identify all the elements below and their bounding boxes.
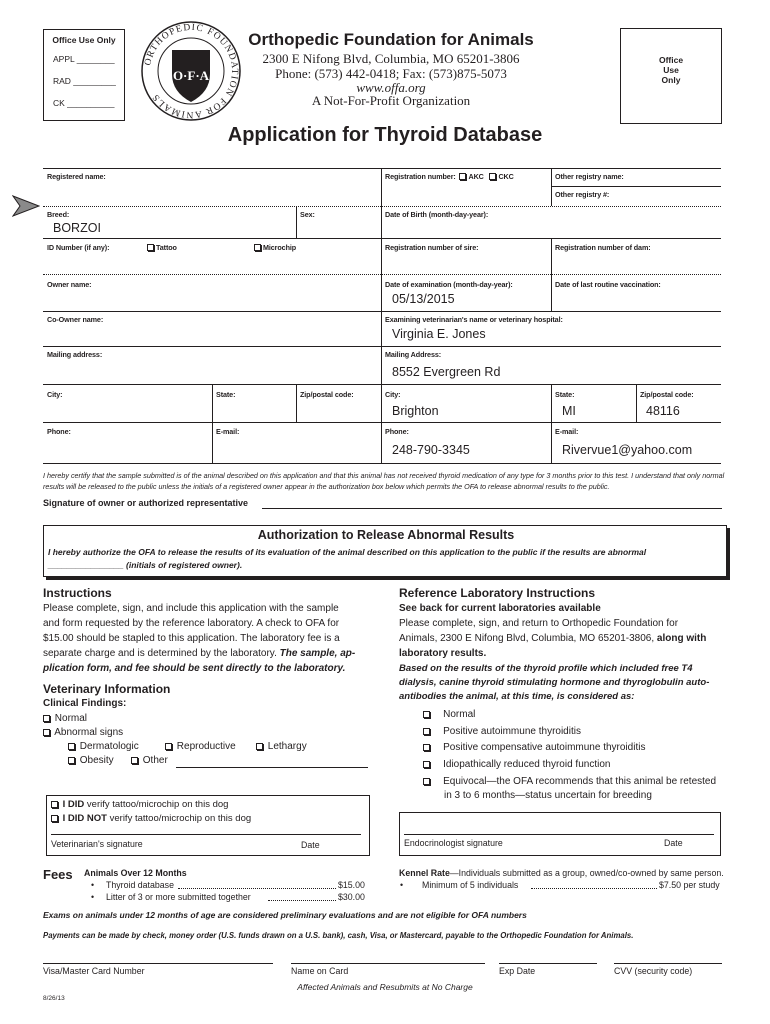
- grid-line: [636, 384, 637, 422]
- grid-line: [551, 384, 552, 463]
- other-registry-name-label: Other registry name:: [555, 172, 624, 181]
- endo-signature-line[interactable]: [404, 834, 714, 835]
- instructions-body: [43, 601, 383, 676]
- vet-address-value[interactable]: 8552 Evergreen Rd: [392, 365, 501, 379]
- fee-thyroid-label: Thyroid database: [106, 880, 174, 890]
- result-equivocal-checkbox[interactable]: [423, 778, 430, 785]
- examining-vet-label: Examining veterinarian's name or veterinary hospital:: [385, 315, 563, 324]
- i-did-not-text: verify tattoo/microchip on this dog: [109, 813, 252, 824]
- vet-phone-label: Phone:: [385, 427, 409, 436]
- lethargy-option[interactable]: [256, 741, 307, 752]
- grid-line: [212, 384, 213, 463]
- fee-litter-label: Litter of 3 or more submitted together: [106, 892, 251, 902]
- i-did-not-label: I DID NOT: [62, 813, 107, 824]
- grid-line: [43, 384, 721, 385]
- registration-number-field[interactable]: [385, 172, 514, 181]
- grid-line: [43, 311, 721, 312]
- grid-line: [43, 463, 721, 464]
- org-address: 2300 E Nifong Blvd, Columbia, MO 65201-3806: [262, 51, 520, 66]
- dam-registration-label: Registration number of dam:: [555, 243, 651, 252]
- grid-line: [551, 186, 721, 187]
- arrow-pointer-icon: [12, 195, 40, 217]
- result-compensative-label: Positive compensative autoimmune thyroiditis: [443, 742, 646, 753]
- endocrinologist-box: [399, 812, 721, 856]
- exp-date-label: Exp Date: [499, 966, 536, 976]
- vet-email-label: E-mail:: [555, 427, 579, 436]
- reference-lab-line: Animals, 2300 E Nifong Blvd, Columbia, MO 65201-3806,: [399, 633, 655, 644]
- office-use-word: Use: [663, 65, 679, 76]
- authorization-box: [43, 525, 727, 577]
- instructions-line: Please complete, sign, and include this application with the sample: [43, 603, 339, 614]
- result-positive-autoimmune-checkbox[interactable]: [423, 728, 430, 735]
- name-on-card-line[interactable]: [291, 963, 485, 964]
- based-line: dialysis, canine thyroid stimulating hormone and thyroglobulin auto-: [399, 677, 710, 688]
- office-use-title: Office Use Only: [52, 35, 116, 45]
- i-did-checkbox[interactable]: [51, 801, 58, 808]
- fee-kennel-price: $7.50 per study: [659, 880, 720, 890]
- instructions-emphasis: plication form, and fee should be sent directly to the laboratory.: [43, 663, 346, 674]
- ck-field[interactable]: CK __________: [53, 98, 115, 108]
- result-positive-autoimmune-label: Positive autoimmune thyroiditis: [443, 726, 581, 737]
- owner-state-label: State:: [216, 390, 236, 399]
- fee-kennel-label: Minimum of 5 individuals: [422, 880, 519, 890]
- tattoo-option[interactable]: [147, 243, 177, 252]
- id-number-label: ID Number (if any):: [47, 243, 110, 252]
- based-line: Based on the results of the thyroid profile which included free T4: [399, 663, 693, 674]
- leader-dots: [268, 900, 336, 901]
- tattoo-label: Tattoo: [156, 243, 177, 252]
- obesity-option[interactable]: [68, 755, 114, 766]
- owner-phone-label: Phone:: [47, 427, 71, 436]
- owner-signature-label: Signature of owner or authorized representative: [43, 498, 249, 508]
- result-equivocal-option[interactable]: [423, 776, 716, 787]
- org-website[interactable]: www.offa.org: [356, 80, 426, 95]
- org-tagline: A Not-For-Profit Organization: [311, 93, 471, 108]
- office-use-box-right: [620, 28, 722, 124]
- i-did-text: verify tattoo/microchip on this dog: [86, 799, 229, 810]
- vet-state-label: State:: [555, 390, 575, 399]
- vet-email-value[interactable]: Rivervue1@yahoo.com: [562, 443, 693, 457]
- reproductive-option[interactable]: [165, 741, 236, 752]
- normal-option[interactable]: [43, 713, 87, 724]
- akc-label: AKC: [468, 172, 484, 181]
- result-positive-autoimmune-option[interactable]: [423, 726, 581, 737]
- fee-thyroid-price: $15.00: [338, 880, 365, 890]
- abnormal-label: Abnormal signs: [54, 727, 124, 738]
- obesity-label: Obesity: [79, 755, 114, 766]
- lethargy-label: Lethargy: [267, 741, 307, 752]
- breed-value[interactable]: BORZOI: [53, 221, 101, 235]
- cvv-line[interactable]: [614, 963, 722, 964]
- grid-line: [43, 422, 721, 423]
- normal-checkbox[interactable]: [43, 715, 50, 722]
- ckc-checkbox[interactable]: [489, 173, 496, 180]
- grid-line: [551, 238, 552, 311]
- seal-center-text: O·F·A: [172, 68, 210, 83]
- vet-signature-label: Veterinarian's signature: [51, 839, 143, 849]
- grid-line: [381, 168, 382, 463]
- based-on-results-text: [399, 662, 729, 704]
- vet-name-value[interactable]: Virginia E. Jones: [392, 327, 486, 341]
- seal-ring-text: ORTHOPEDIC FOUNDATION FOR ANIMALS: [143, 22, 240, 120]
- grid-line: [43, 274, 721, 275]
- sex-label: Sex:: [300, 210, 315, 219]
- affected-animals-note: Affected Animals and Resubmits at No Charge: [297, 982, 473, 992]
- vet-zip-value[interactable]: 48116: [646, 404, 680, 418]
- result-compensative-option[interactable]: [423, 742, 645, 753]
- fees-title: Fees: [43, 867, 73, 882]
- rad-field[interactable]: RAD _________: [53, 76, 116, 86]
- i-did-not-option[interactable]: [51, 813, 251, 824]
- leader-dots: [178, 888, 336, 889]
- grid-line: [43, 168, 721, 169]
- dermatologic-label: Dermatologic: [79, 741, 139, 752]
- exam-date-label: Date of examination (month-day-year):: [385, 280, 513, 289]
- instructions-title: Instructions: [43, 586, 112, 600]
- vet-signature-line[interactable]: [51, 834, 361, 835]
- reference-lab-line: See back for current laboratories available: [399, 603, 601, 614]
- vet-city-label: City:: [385, 390, 401, 399]
- i-did-option[interactable]: [51, 799, 228, 810]
- akc-checkbox[interactable]: [459, 173, 466, 180]
- org-phone-fax: Phone: (573) 442-0418; Fax: (573)875-5073: [275, 66, 507, 81]
- endo-signature-label: Endocrinologist signature: [404, 838, 503, 848]
- owner-city-label: City:: [47, 390, 63, 399]
- owner-initials-field[interactable]: ________________ (initials of registered owner).: [48, 560, 243, 570]
- result-normal-label: Normal: [443, 709, 476, 720]
- fee-litter-price: $30.00: [338, 892, 365, 902]
- ckc-label: CKC: [498, 172, 514, 181]
- vet-zip-label: Zip/postal code:: [640, 390, 694, 399]
- i-did-not-checkbox[interactable]: [51, 815, 58, 822]
- appl-field[interactable]: APPL ________: [53, 54, 115, 64]
- reference-lab-line: Please complete, sign, and return to Orthopedic Foundation for: [399, 618, 679, 629]
- instructions-line: $15.00 should be stapled to this application. The laboratory fee is a: [43, 633, 340, 644]
- authorization-title: Authorization to Release Abnormal Results: [257, 528, 515, 542]
- dermatologic-option[interactable]: [68, 741, 139, 752]
- leader-dots: [531, 888, 657, 889]
- grid-line: [296, 384, 297, 422]
- grid-line: [43, 346, 721, 347]
- revision-date: 8/26/13: [43, 995, 65, 1002]
- vet-state-value[interactable]: MI: [562, 404, 576, 418]
- verification-box: [46, 795, 370, 856]
- instructions-line: and form requested by the reference laboratory. A check to OFA for: [43, 618, 340, 629]
- card-number-line[interactable]: [43, 963, 273, 964]
- result-normal-checkbox[interactable]: [423, 711, 430, 718]
- authorization-statement: I hereby authorize the OFA to release the results of its evaluation of the animal described on this application to the public if the results are abnormal: [48, 547, 647, 557]
- instructions-emphasis: The sample, ap-: [279, 648, 356, 659]
- name-on-card-label: Name on Card: [291, 966, 349, 976]
- office-use-word: Only: [661, 75, 681, 86]
- owner-mailing-address-label: Mailing address:: [47, 350, 103, 359]
- office-use-word: Office: [658, 55, 684, 65]
- registered-name-label: Registered name:: [47, 172, 106, 181]
- other-checkbox[interactable]: [131, 757, 138, 764]
- org-name: Orthopedic Foundation for Animals: [248, 30, 534, 49]
- card-number-label: Visa/Master Card Number: [43, 966, 145, 976]
- lethargy-checkbox[interactable]: [256, 743, 263, 750]
- tattoo-checkbox[interactable]: [147, 244, 154, 251]
- reference-lab-body: [399, 601, 729, 661]
- owner-email-label: E-mail:: [216, 427, 240, 436]
- i-did-label: I DID: [62, 799, 85, 810]
- result-idiopathic-option[interactable]: [423, 759, 610, 770]
- kennel-rate-desc: —Individuals submitted as a group, owned/co-owned by same person.: [449, 868, 724, 878]
- vet-city-value[interactable]: Brighton: [392, 404, 439, 418]
- owner-signature-line[interactable]: [262, 508, 722, 509]
- owner-zip-label: Zip/postal code:: [300, 390, 354, 399]
- cvv-label: CVV (security code): [614, 966, 693, 976]
- kennel-rate-label: Kennel Rate: [399, 868, 450, 878]
- other-label: Other: [142, 755, 168, 766]
- sire-registration-label: Registration number of sire:: [385, 243, 479, 252]
- vet-phone-value[interactable]: 248-790-3345: [392, 443, 470, 457]
- reproductive-label: Reproductive: [176, 741, 236, 752]
- vet-date-label: Date: [301, 840, 320, 850]
- reference-lab-line: laboratory results.: [399, 648, 487, 659]
- microchip-label: Microchip: [263, 243, 297, 252]
- result-normal-option[interactable]: [423, 709, 475, 720]
- clinical-findings-label: Clinical Findings:: [43, 698, 127, 709]
- result-idiopathic-checkbox[interactable]: [423, 761, 430, 768]
- certification-text: I hereby certify that the sample submitted is of the animal described on this application and that this animal has not received thyroid medication of any type for 3 months prior to this test. I understand that only normal results will be released to the public unless the initials of a registered owner appear in the authorization box below which permits the OFA to release abnormal results to the public.: [43, 471, 725, 491]
- fee-bullet: •: [400, 880, 404, 890]
- grid-line: [43, 238, 721, 239]
- result-compensative-checkbox[interactable]: [423, 744, 430, 751]
- last-vaccination-label: Date of last routine vaccination:: [555, 280, 661, 289]
- dob-label: Date of Birth (month-day-year):: [385, 210, 489, 219]
- co-owner-label: Co-Owner name:: [47, 315, 104, 324]
- veterinary-info-title: Veterinary Information: [43, 682, 171, 696]
- form-title: Application for Thyroid Database: [227, 124, 543, 146]
- abnormal-option[interactable]: [43, 727, 123, 738]
- result-equivocal-label: Equivocal—the OFA recommends that this animal be retested: [443, 776, 717, 787]
- result-idiopathic-label: Idiopathically reduced thyroid function: [443, 759, 611, 770]
- kennel-rate-text: [399, 868, 724, 878]
- result-equivocal-label-cont: in 3 to 6 months—status uncertain for breeding: [444, 790, 652, 801]
- grid-line: [551, 168, 552, 206]
- owner-name-label: Owner name:: [47, 280, 92, 289]
- endo-date-label: Date: [664, 838, 683, 848]
- breed-label: Breed:: [47, 210, 70, 219]
- reference-lab-emphasis: along with: [656, 633, 707, 644]
- under-12-months-note: Exams on animals under 12 months of age are considered preliminary evaluations and are not eligible for OFA numbers: [43, 910, 527, 920]
- other-text-line[interactable]: [176, 767, 368, 768]
- reference-lab-title: Reference Laboratory Instructions: [399, 586, 596, 600]
- exam-date-value[interactable]: 05/13/2015: [392, 292, 455, 306]
- payment-note: Payments can be made by check, money order (U.S. funds drawn on a U.S. bank), cash, Visa, or Mastercard, payable to the Orthopedic Foundation for Animals.: [43, 931, 634, 940]
- microchip-checkbox[interactable]: [254, 244, 261, 251]
- abnormal-checkbox[interactable]: [43, 729, 50, 736]
- obesity-checkbox[interactable]: [68, 757, 75, 764]
- vet-mailing-address-label: Mailing Address:: [385, 350, 442, 359]
- grid-line: [296, 206, 297, 238]
- fee-bullet: •: [91, 892, 95, 902]
- registration-number-label: Registration number:: [385, 172, 456, 181]
- based-line: antibodies the animal, at this time, is considered as:: [399, 691, 635, 702]
- fee-bullet: •: [91, 880, 95, 890]
- exp-date-line[interactable]: [499, 963, 597, 964]
- grid-line: [43, 206, 721, 207]
- reproductive-checkbox[interactable]: [165, 743, 172, 750]
- other-option[interactable]: [131, 755, 168, 766]
- dermatologic-checkbox[interactable]: [68, 743, 75, 750]
- microchip-option[interactable]: [254, 243, 296, 252]
- over-12-months-label: Animals Over 12 Months: [84, 868, 187, 878]
- office-use-box-left: [43, 29, 125, 121]
- other-registry-number-label: Other registry #:: [555, 190, 610, 199]
- normal-label: Normal: [54, 713, 88, 724]
- instructions-line: separate charge and is determined by the laboratory.: [43, 648, 277, 659]
- authorization-text: [48, 546, 724, 572]
- ofa-seal-logo: [140, 20, 242, 122]
